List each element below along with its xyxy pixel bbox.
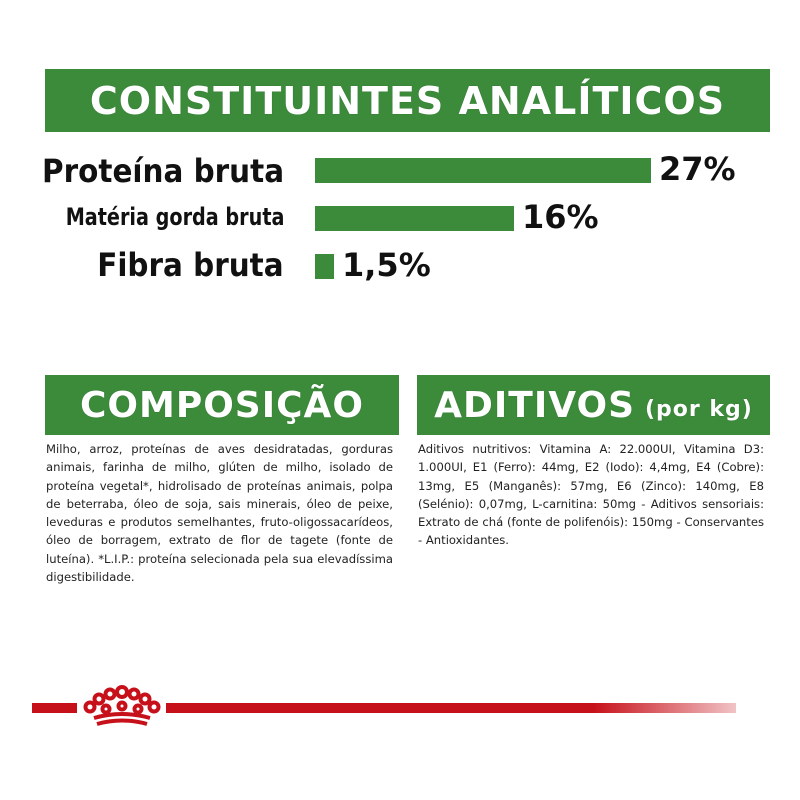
additives-subtitle: (por kg) bbox=[645, 396, 753, 422]
composition-title: COMPOSIÇÃO bbox=[79, 384, 365, 426]
fiber-bar bbox=[315, 254, 334, 279]
composition-header bbox=[45, 375, 399, 435]
fat-value: 16% bbox=[522, 198, 599, 236]
fat-bar bbox=[315, 206, 514, 231]
protein-value: 27% bbox=[659, 150, 736, 188]
fiber-label: Fibra bruta bbox=[97, 246, 284, 284]
analytical-constituents-title: CONSTITUINTES ANALÍTICOS bbox=[89, 78, 726, 123]
composition-text: Milho, arroz, proteínas de aves desidratadas, gorduras animais, farinha de milho, glúten de milho, isolado de proteína vegetal*, hidrolisado de proteínas animais, polpa de beterraba, óleo de soja, sais minerais, óleo de peixe, leveduras e produtos semelhantes, fruto-oligossacarídeos, óleo de borragem, extrato de flor de tagete (fonte de luteína). *L.I.P.: proteína selecionada pela sua elevadíssima digestibilidade. bbox=[46, 442, 393, 585]
additives-header bbox=[417, 375, 770, 435]
footer-line-left bbox=[32, 703, 77, 713]
protein-label: Proteína bruta bbox=[41, 152, 284, 190]
additives-text: Aditivos nutritivos: Vitamina A: 22.000UI, Vitamina D3: 1.000UI, E1 (Ferro): 44mg, E2 (Iodo): 4,4mg, E4 (Cobre): 13mg, E5 (Manganês): 57mg, E6 (Zinco): 140mg, E8 (Selénio): 0,07mg, L-carnitina: 50mg - Aditivos sensoriais: Extrato de chá (fonte de polifenóis): 150mg - Conservantes - Antioxidantes. bbox=[418, 442, 764, 548]
additives-title: ADITIVOS bbox=[434, 384, 635, 426]
protein-bar bbox=[315, 158, 651, 183]
footer-line-right bbox=[166, 703, 736, 713]
royal-canin-crown-icon bbox=[80, 682, 164, 730]
fiber-value: 1,5% bbox=[342, 246, 431, 284]
analytical-constituents-header bbox=[45, 69, 770, 132]
fat-label: Matéria gorda bruta bbox=[65, 203, 284, 231]
